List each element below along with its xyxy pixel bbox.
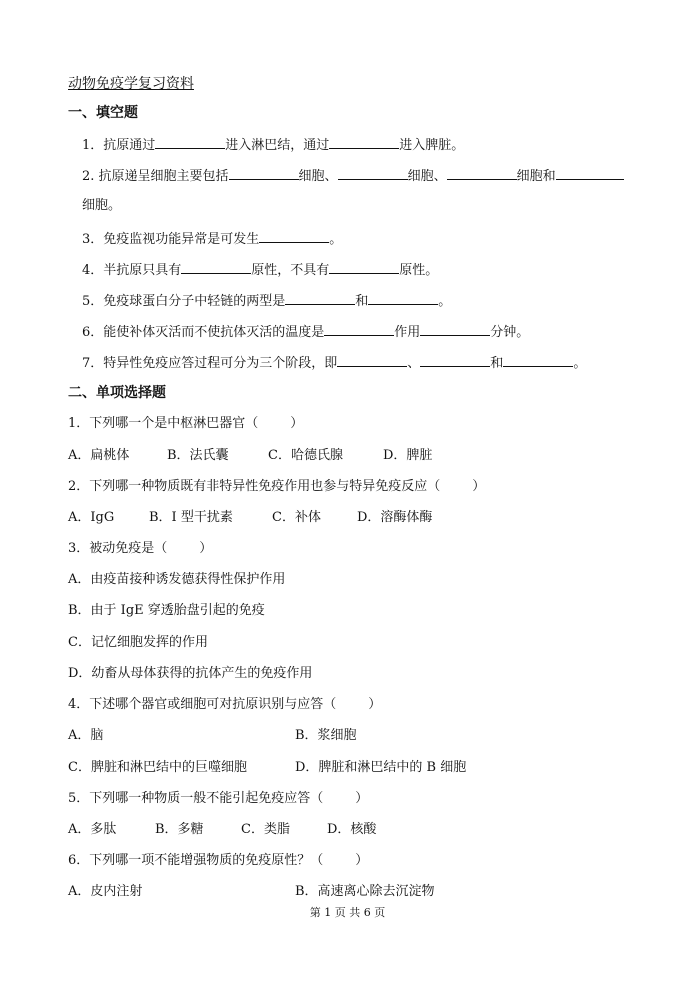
question-stem: 2．下列哪一种物质既有非特异性免疫作用也参与特异免疫反应（	[68, 479, 441, 494]
blank	[329, 260, 399, 274]
option-c: C．补体	[272, 510, 321, 525]
mc-question-1	[68, 415, 303, 433]
q6-text-b: 作用	[394, 325, 421, 340]
fill-question-6	[82, 322, 529, 342]
q7-text-c: 和	[490, 356, 504, 371]
q5-text-b: 和	[355, 294, 369, 309]
fill-question-2-cont: 细胞。	[82, 198, 122, 213]
mc-question-3	[68, 540, 212, 558]
option-c: C．类脂	[241, 822, 290, 837]
question-stem: 6．下列哪一项不能增强物质的免疫原性？（	[68, 853, 324, 868]
fill-question-3	[82, 229, 342, 249]
option-a: A．由疫苗接种诱发德获得性保护作用	[68, 572, 286, 587]
q7-text-b: 、	[407, 356, 421, 371]
q6-text-a: 6．能使补体灭活而不使抗体灭活的温度是	[82, 325, 325, 340]
question-stem: 5．下列哪一种物质一般不能引起免疫应答（	[68, 791, 324, 806]
blank	[337, 353, 407, 367]
question-close: ）	[199, 541, 213, 556]
q2-text-b: 细胞、	[298, 169, 338, 184]
blank	[285, 291, 355, 305]
option-a: A．扁桃体	[68, 448, 130, 463]
blank	[556, 166, 624, 180]
q2-text-c: 细胞、	[407, 169, 447, 184]
option-a: A．皮内注射	[68, 884, 143, 899]
option-b: B．浆细胞	[295, 728, 357, 743]
option-c: C．哈德氏腺	[268, 448, 343, 463]
blank	[338, 166, 408, 180]
option-d: D．脾脏	[383, 448, 433, 463]
option-a: A．IgG	[68, 510, 115, 525]
question-close: ）	[355, 853, 369, 868]
question-stem: 1．下列哪一个是中枢淋巴器官（	[68, 416, 259, 431]
option-c: C．记忆细胞发挥的作用	[68, 635, 208, 650]
blank	[181, 260, 251, 274]
q7-text-d: 。	[573, 356, 587, 371]
option-b: B．高速离心除去沉淀物	[295, 884, 435, 899]
blank	[259, 229, 329, 243]
q4-text-b: 原性，不具有	[251, 263, 330, 278]
option-b: B．I 型干扰素	[149, 510, 233, 525]
page-footer: 第 1 页 共 6 页	[309, 906, 386, 919]
document-title: 动物免疫学复习资料	[68, 76, 194, 92]
blank	[324, 322, 394, 336]
blank	[420, 322, 490, 336]
blank	[368, 291, 438, 305]
q5-text-c: 。	[438, 294, 452, 309]
option-a: A．脑	[68, 728, 104, 743]
blank	[155, 135, 225, 149]
option-d: D．溶酶体酶	[357, 510, 433, 525]
mc-question-2	[68, 478, 485, 496]
q2-text-d: 细胞和	[516, 169, 556, 184]
section-heading-fill-blank: 一、填空题	[68, 105, 138, 121]
question-stem: 4．下述哪个器官或细胞可对抗原识别与应答（	[68, 697, 337, 712]
q1-text-c: 进入脾脏。	[399, 138, 465, 153]
option-a: A．多肽	[68, 822, 117, 837]
option-b: B．由于 IgE 穿透胎盘引起的免疫	[68, 603, 265, 618]
option-d: D．幼畜从母体获得的抗体产生的免疫作用	[68, 666, 313, 681]
fill-question-4	[82, 260, 438, 280]
option-c: C．脾脏和淋巴结中的巨噬细胞	[68, 760, 247, 775]
blank	[503, 353, 573, 367]
fill-question-5	[82, 291, 451, 311]
q6-text-c: 分钟。	[490, 325, 530, 340]
question-close: ）	[472, 479, 486, 494]
q4-text-c: 原性。	[399, 263, 439, 278]
question-close: ）	[368, 697, 382, 712]
q1-text-a: 1．抗原通过	[82, 138, 156, 153]
q7-text-a: 7．特异性免疫应答过程可分为三个阶段，即	[82, 356, 338, 371]
question-close: ）	[290, 416, 304, 431]
q1-text-b: 进入淋巴结，通过	[225, 138, 330, 153]
fill-question-7	[82, 353, 586, 373]
option-b: B．法氏囊	[167, 448, 229, 463]
question-stem: 3．被动免疫是（	[68, 541, 168, 556]
mc-question-6	[68, 852, 368, 870]
question-close: ）	[355, 791, 369, 806]
q2-text-a: 2. 抗原递呈细胞主要包括	[82, 169, 229, 184]
option-b: B．多糖	[155, 822, 204, 837]
option-d: D．核酸	[327, 822, 377, 837]
mc-question-4	[68, 696, 381, 714]
blank	[329, 135, 399, 149]
q5-text-a: 5．免疫球蛋白分子中轻链的两型是	[82, 294, 286, 309]
q3-text-a: 3．免疫监视功能异常是可发生	[82, 232, 260, 247]
q3-text-b: 。	[329, 232, 343, 247]
blank	[420, 353, 490, 367]
q4-text-a: 4．半抗原只具有	[82, 263, 182, 278]
blank	[229, 166, 299, 180]
mc-question-5	[68, 790, 368, 808]
fill-question-2	[82, 166, 624, 186]
fill-question-1	[82, 135, 464, 155]
section-heading-multiple-choice: 二、单项选择题	[68, 385, 166, 401]
option-d: D．脾脏和淋巴结中的 B 细胞	[295, 760, 467, 775]
blank	[447, 166, 517, 180]
